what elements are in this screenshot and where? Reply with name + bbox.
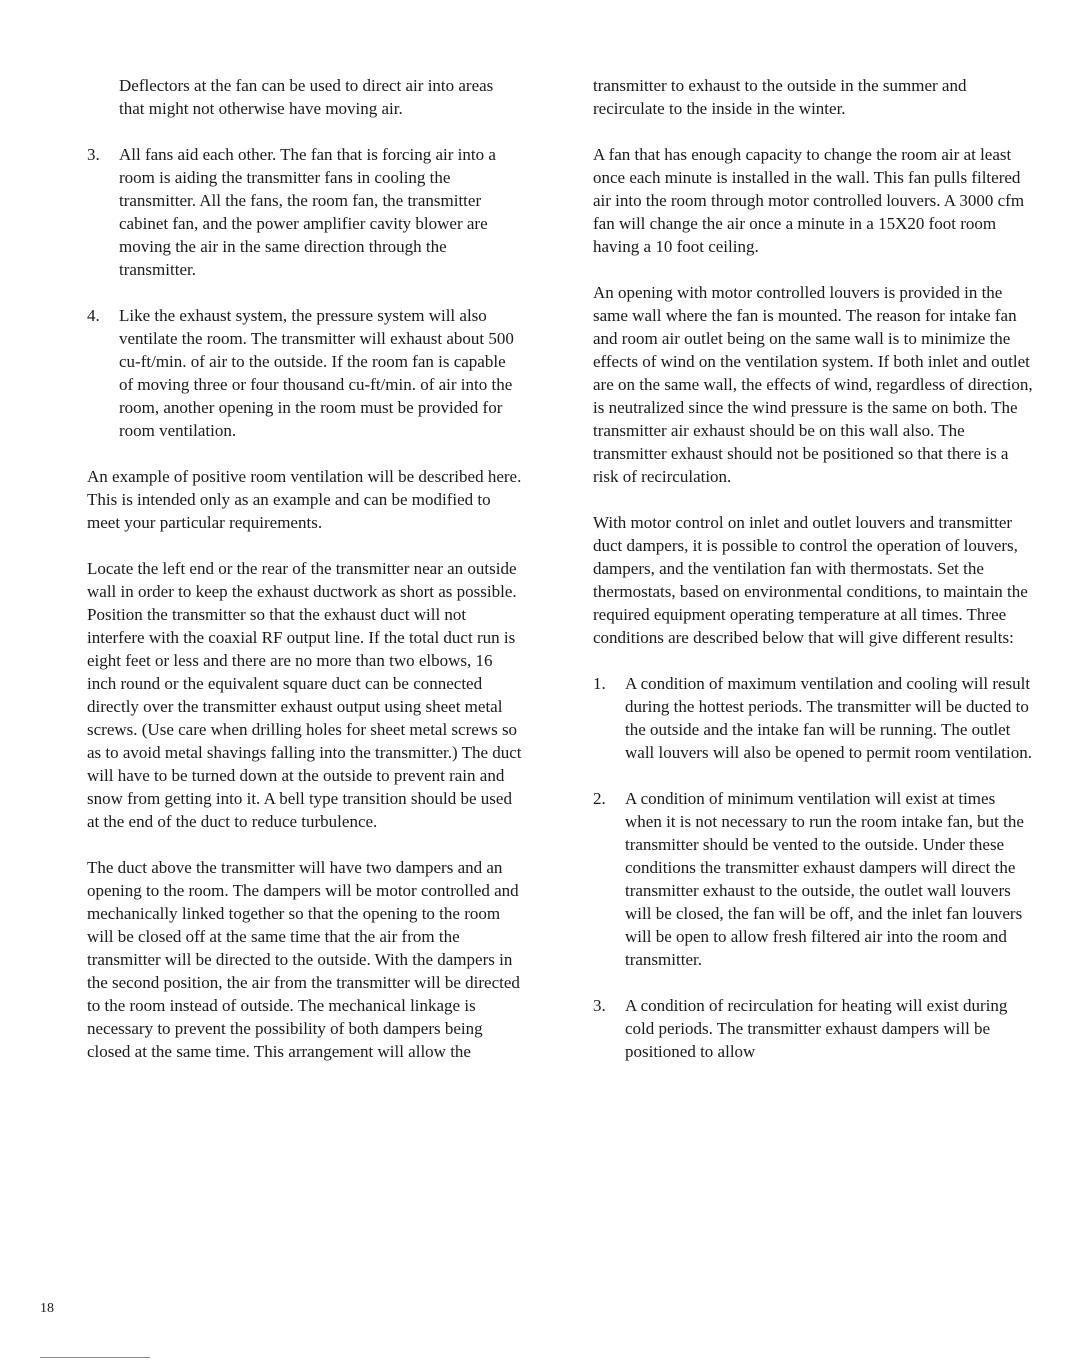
list-number: 2. (593, 789, 606, 808)
list-item-4 (87, 304, 522, 442)
paragraph-continued: transmitter to exhaust to the outside in the summer and recirculate to the inside in the winter. (593, 76, 967, 118)
list-item-text: A condition of minimum ventilation will exist at times when it is not necessary to run the room intake fan, but the transmitter should be vented to the outside. Under these conditions the transmitter exhaust dampers will direct the transmitter exhaust to the outside, the outlet wall louvers will be closed, the fan will be off, and the inlet fan louvers will be open to allow fresh filtered air into the room and transmitter. (625, 789, 1024, 969)
paragraph-example-intro: An example of positive room ventilation will be described here. This is intended only as an example and can be modified to meet your particular requirements. (87, 467, 522, 532)
list-number: 4. (87, 306, 100, 325)
list-item-2 (593, 787, 1033, 971)
list-item-1 (593, 672, 1033, 764)
right-column (593, 74, 1033, 1086)
list-item-3-right (593, 994, 1033, 1063)
paragraph-motor-control: With motor control on inlet and outlet louvers and transmitter duct dampers, it is possible to control the operation of louvers, dampers, and the ventilation fan with thermostats. Set the thermostats, based on environmental conditions, to maintain the required equipment operating temperature at all times. Three conditions are described below that will give different results: (593, 513, 1028, 647)
page-number: 18 (40, 1301, 54, 1316)
list-item-3 (87, 143, 522, 281)
list-number: 3. (87, 145, 100, 164)
list-item-text: A condition of recirculation for heating will exist during cold periods. The transmitter exhaust dampers will be positioned to allow (625, 996, 1008, 1061)
left-column (87, 74, 522, 1086)
list-item-text: Like the exhaust system, the pressure system will also ventilate the room. The transmitter will exhaust about 500 cu-ft/min. of air to the outside. If the room fan is capable of moving three or four thousand cu-ft/min. of air into the room, another opening in the room must be provided for room ventilation. (119, 306, 514, 440)
list-item-text: All fans aid each other. The fan that is forcing air into a room is aiding the transmitter fans in cooling the transmitter. All the fans, the room fan, the transmitter cabinet fan, and the power amplifier cavity blower are moving the air in the same direction through the transmitter. (119, 145, 496, 279)
paragraph-duct-dampers: The duct above the transmitter will have two dampers and an opening to the room. The dampers will be motor controlled and mechanically linked together so that the opening to the room will be closed off at the same time that the air from the transmitter will be directed to the outside. With the dampers in the second position, the air from the transmitter will be directed to the room instead of outside. The mechanical linkage is necessary to prevent the possibility of both dampers being closed at the same time. This arrangement will allow the (87, 858, 520, 1061)
continued-item-text: Deflectors at the fan can be used to direct air into areas that might not otherwise have moving air. (119, 76, 494, 118)
paragraph-locate-transmitter: Locate the left end or the rear of the transmitter near an outside wall in order to keep the exhaust ductwork as short as possible. Position the transmitter so that the exhaust duct will not interfere with the coaxial RF output line. If the total duct run is eight feet or less and there are no more than two elbows, 16 inch round or the equivalent square duct can be connected directly over the transmitter exhaust output using sheet metal screws. (Use care when drilling holes for sheet metal screws so as to avoid metal shavings falling into the transmitter.) The duct will have to be turned down at the outside to prevent rain and snow from getting into it. A bell type transition should be used at the end of the duct to reduce turbulence. (87, 559, 522, 831)
list-number: 1. (593, 674, 606, 693)
list-item-text: A condition of maximum ventilation and cooling will result during the hottest periods. The transmitter will be ducted to the outside and the intake fan will be running. The outlet wall louvers will also be opened to permit room ventilation. (625, 674, 1032, 762)
list-number: 3. (593, 996, 606, 1015)
footer-rule (40, 1357, 150, 1358)
paragraph-wall-fan: A fan that has enough capacity to change the room air at least once each minute is installed in the wall. This fan pulls filtered air into the room through motor controlled louvers. A 3000 cfm fan will change the air once a minute in a 15X20 foot room having a 10 foot ceiling. (593, 145, 1025, 256)
paragraph-louver-opening: An opening with motor controlled louvers is provided in the same wall where the fan is mounted. The reason for intake fan and room air outlet being on the same wall is to minimize the effects of wind on the ventilation system. If both inlet and outlet are on the same wall, the effects of wind, regardless of direction, is neutralized since the wind pressure is the same on both. The transmitter air exhaust should be on this wall also. The transmitter exhaust should not be positioned so that there is a risk of recirculation. (593, 283, 1033, 486)
